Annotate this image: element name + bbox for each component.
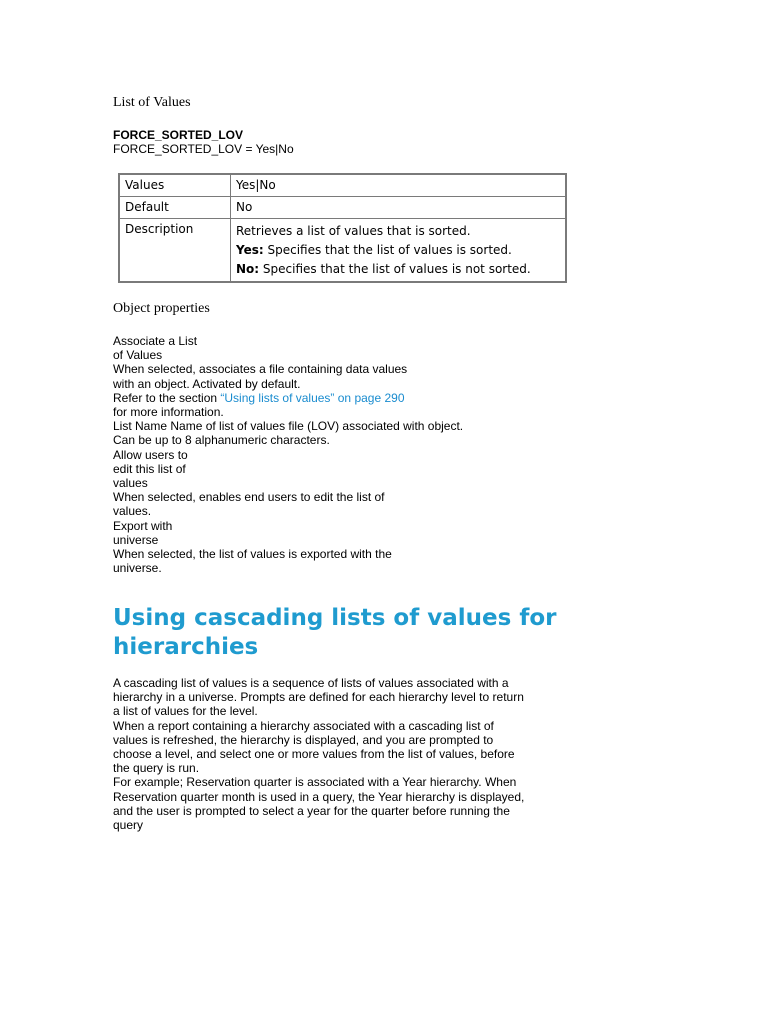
text-line: and the user is prompted to select a year for the quarter before running the	[113, 803, 510, 818]
using-lists-of-values-link[interactable]: “Using lists of values” on page 290	[220, 390, 405, 405]
text-line: with an object. Activated by default.	[113, 376, 301, 391]
text-line: choose a level, and select one or more values from the list of values, before	[113, 747, 515, 762]
text-line: a list of values for the level.	[113, 704, 258, 719]
text-line: for more information.	[113, 405, 224, 420]
text-line: When selected, enables end users to edit the list of	[113, 490, 385, 505]
text-line: When a report containing a hierarchy associated with a cascading list of	[113, 718, 494, 733]
text-line: Export with	[113, 518, 173, 533]
no-key: No:	[236, 262, 260, 276]
text-line-with-link	[113, 391, 533, 405]
text-line: List Name Name of list of values file (LOV) associated with object.	[113, 419, 464, 434]
heading-line: Using cascading lists of values for	[113, 605, 557, 631]
text-line: Associate a List	[113, 334, 198, 348]
text-line: edit this list of	[113, 461, 186, 476]
table-cell-label: Default	[119, 197, 231, 219]
parameter-name: FORCE_SORTED_LOV	[113, 128, 244, 142]
description-no-line	[236, 260, 560, 279]
cascading-lov-text	[113, 676, 543, 832]
table-cell-label: Values	[119, 174, 231, 197]
text-line: query	[113, 818, 144, 833]
text-line: When selected, associates a file containing data values	[113, 362, 408, 377]
text-line: For example; Reservation quarter is associated with a Year hierarchy. When	[113, 775, 517, 790]
table-cell-value: No	[231, 197, 567, 219]
section-heading-list-of-values: List of Values	[113, 95, 191, 110]
heading-line: hierarchies	[113, 634, 259, 660]
text-line: values.	[113, 504, 152, 519]
text-line: Reservation quarter month is used in a query, the Year hierarchy is displayed,	[113, 789, 525, 804]
text-line: of Values	[113, 348, 163, 363]
yes-key: Yes:	[236, 243, 264, 257]
description-text: Retrieves a list of values that is sorted.	[236, 224, 471, 238]
link-prefix: Refer to the section	[113, 390, 221, 405]
text-line: universe.	[113, 561, 162, 576]
yes-text: Specifies that the list of values is sorted.	[263, 243, 512, 257]
no-text: Specifies that the list of values is not sorted.	[259, 262, 531, 276]
parameter-syntax: FORCE_SORTED_LOV = Yes|No	[113, 142, 294, 156]
section-heading-object-properties: Object properties	[113, 301, 210, 316]
table-row	[119, 174, 566, 197]
object-properties-text	[113, 334, 533, 575]
text-line: When selected, the list of values is exported with the	[113, 547, 392, 562]
text-line: values is refreshed, the hierarchy is displayed, and you are prompted to	[113, 732, 494, 747]
text-line: hierarchy in a universe. Prompts are defined for each hierarchy level to return	[113, 690, 524, 705]
parameter-block	[113, 128, 294, 156]
cascading-lov-heading	[113, 604, 633, 662]
table-cell-description	[231, 219, 567, 283]
table-cell-value: Yes|No	[231, 174, 567, 197]
parameter-table	[118, 173, 567, 283]
text-line: A cascading list of values is a sequence of lists of values associated with a	[113, 676, 509, 690]
text-line: Allow users to	[113, 447, 188, 462]
table-cell-label: Description	[119, 219, 231, 283]
text-line: Can be up to 8 alphanumeric characters.	[113, 433, 330, 448]
description-yes-line	[236, 241, 560, 260]
text-line: universe	[113, 532, 159, 547]
text-line: the query is run.	[113, 761, 200, 776]
table-row	[119, 197, 566, 219]
table-row	[119, 219, 566, 283]
text-line: values	[113, 476, 148, 491]
